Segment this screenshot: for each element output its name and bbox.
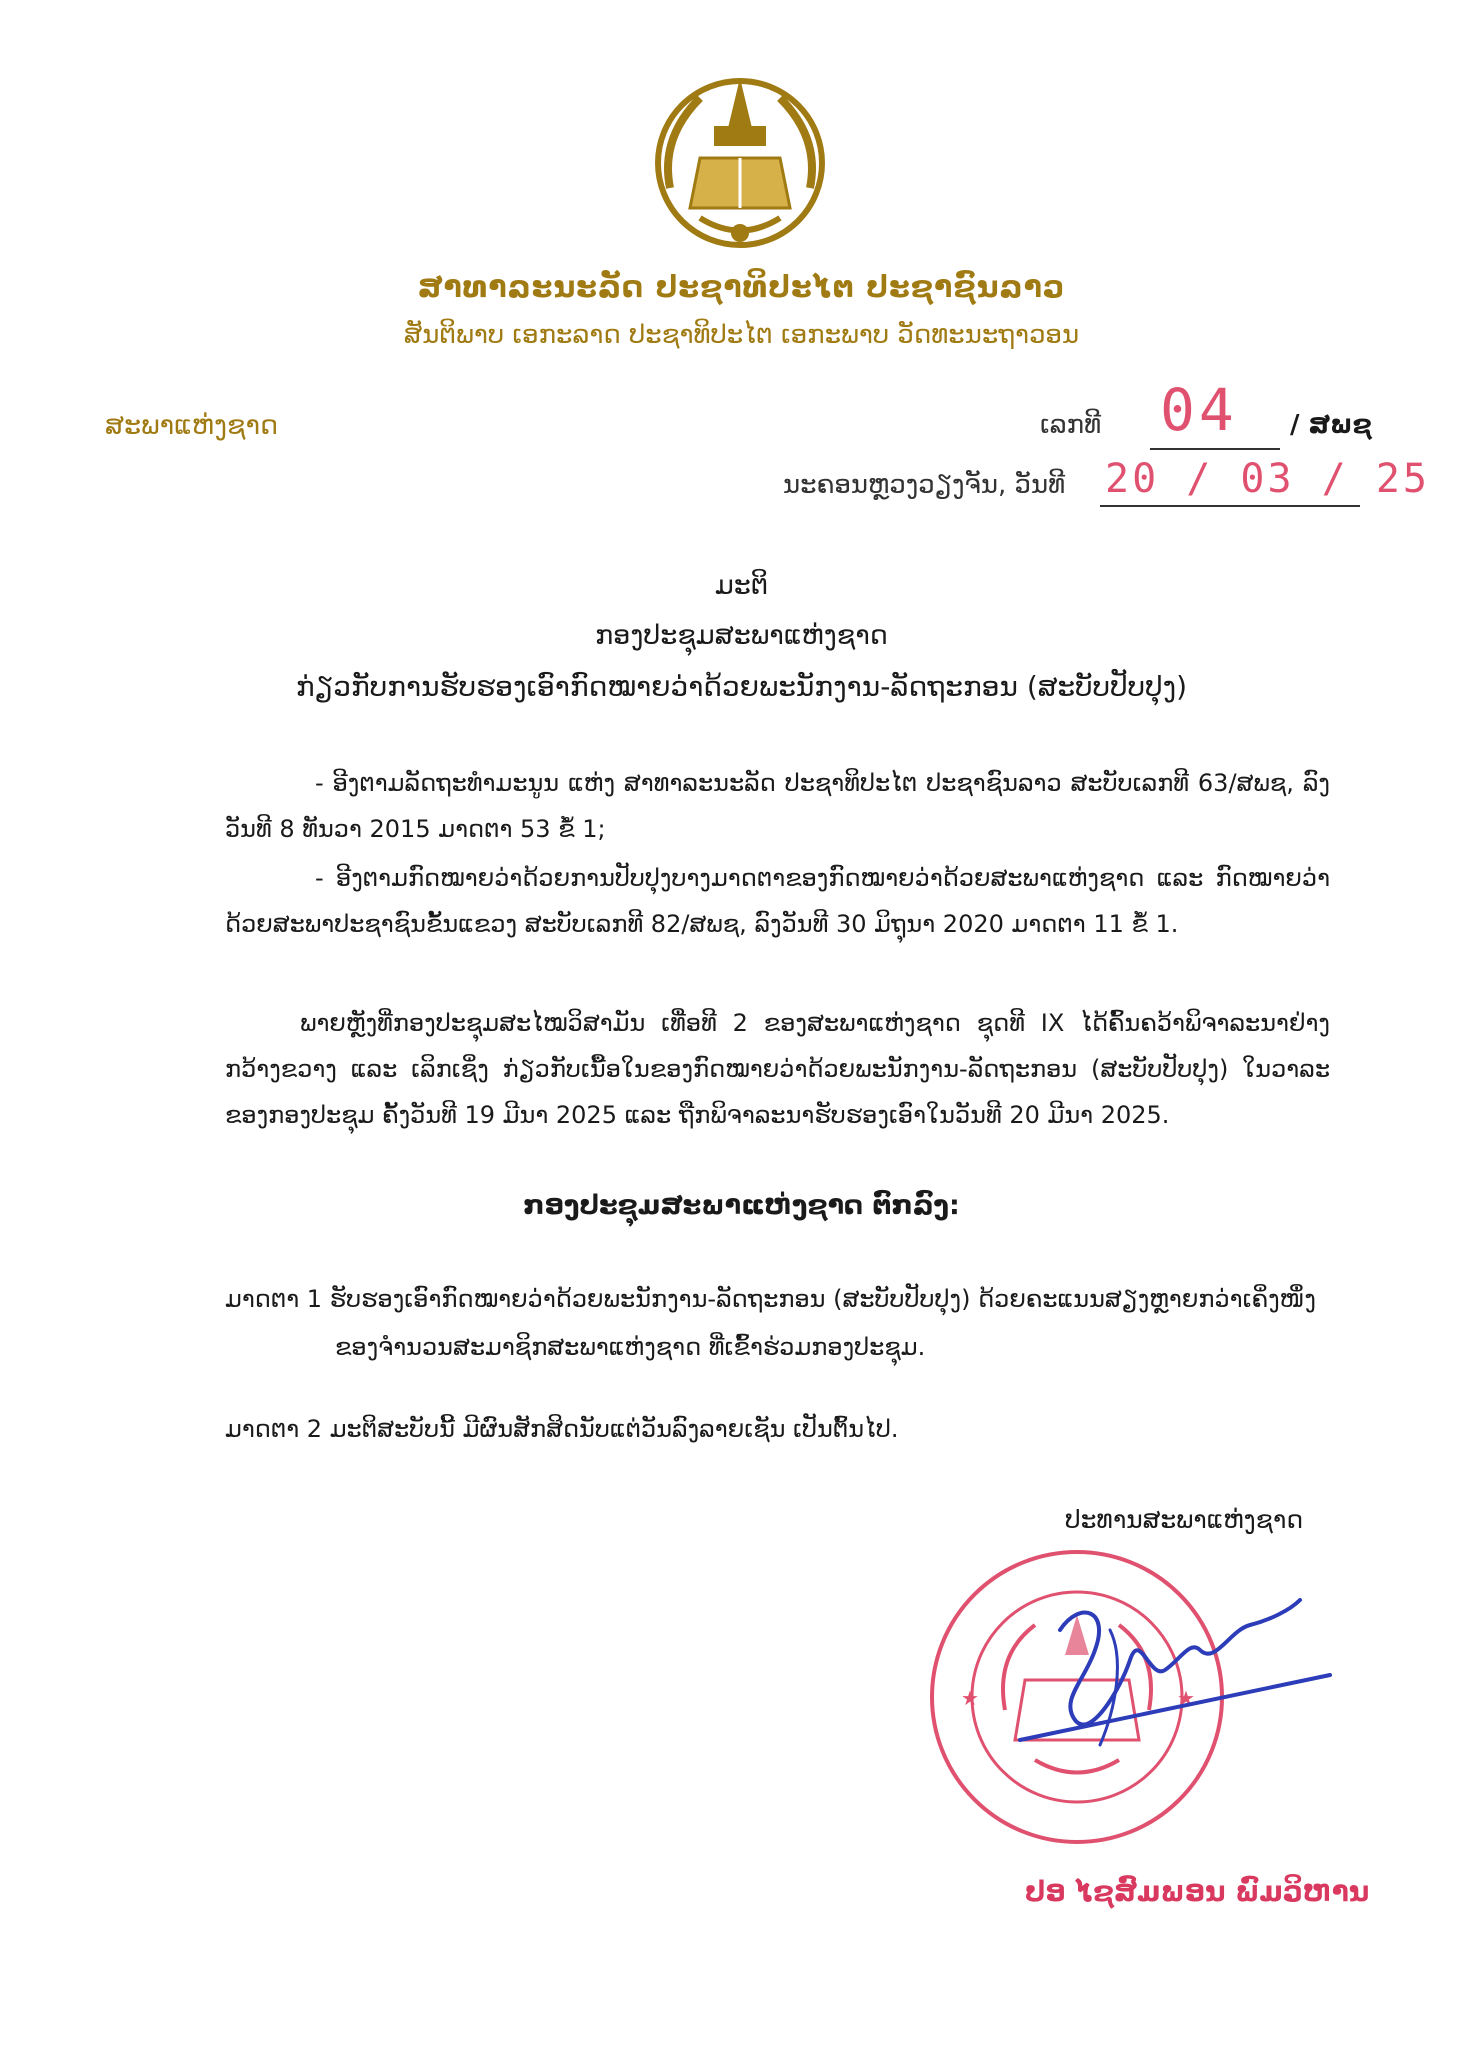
svg-text:★: ★ (1177, 1686, 1195, 1710)
date-underline (1100, 505, 1360, 507)
article-1 (225, 1275, 1345, 1371)
national-emblem (640, 68, 840, 258)
reference-2: - ອີງຕາມກົດໝາຍວ່າດ້ວຍການປັບປຸງບາງມາດຕາຂອງກົດໝາຍວ່າດ້ວຍສະພາແຫ່ງຊາດ ແລະ ກົດໝາຍວ່າດ້ວຍສະພາປະຊາຊົນຂັ້ນແຂວງ ສະບັບເລກທີ 82/ສພຊ, ລົງວັນທີ 30 ມິຖຸນາ 2020 ມາດຕາ 11 ຂໍ້ 1. (225, 864, 1330, 938)
document-number-value: 04 (1160, 376, 1238, 444)
document-subject-title: ກ່ຽວກັບການຮັບຮອງເອົາກົດໝາຍວ່າດ້ວຍພະນັກງານ-ລັດຖະກອນ (ສະບັບປັບປຸງ) (295, 670, 1188, 703)
document-issuer-title: ກອງປະຊຸມສະພາແຫ່ງຊາດ (595, 620, 888, 651)
document-type-title: ມະຕິ (714, 570, 769, 601)
issuing-organization: ສະພາແຫ່ງຊາດ (105, 410, 279, 441)
signatory-title: ປະທານສະພາແຫ່ງຊາດ (1065, 1505, 1304, 1534)
article-2: ມາດຕາ 2 ມະຕິສະບັບນີ້ ມີຜົນສັກສິດນັບແຕ່ວັນລົງລາຍເຊັນ ເປັນຕົ້ນໄປ. (225, 1415, 899, 1443)
signer-name: ປອ ໄຊສົມພອນ ພົມວິຫານ (1025, 1875, 1370, 1908)
svg-text:★: ★ (961, 1686, 979, 1710)
national-motto: ສັນຕິພາບ ເອກະລາດ ປະຊາທິປະໄຕ ເອກະພາບ ວັດທະນະຖາວອນ (403, 320, 1080, 350)
document-number-label: ເລກທີ (1040, 410, 1102, 440)
place-date-label: ນະຄອນຫຼວງວຽງຈັນ, ວັນທີ (783, 470, 1066, 500)
preamble-paragraph: ພາຍຫຼັງທີ່ກອງປະຊຸມສະໄໝວິສາມັນ ເທື່ອທີ 2 ຂອງສະພາແຫ່ງຊາດ ຊຸດທີ IX ໄດ້ຄົ້ນຄວ້າພິຈາລະນາຢ່າງກວ້າງຂວາງ ແລະ ເລິກເຊິ່ງ ກ່ຽວກັບເນື້ອໃນຂອງກົດໝາຍວ່າດ້ວຍພະນັກງານ-ລັດຖະກອນ (ສະບັບປັບປຸງ) ໃນວາລະຂອງກອງປະຊຸມ ຄັ້ງວັນທີ 19 ມີນາ 2025 ແລະ ຖືກພິຈາລະນາຮັບຮອງເອົາໃນວັນທີ 20 ມີນາ 2025. (225, 1009, 1330, 1129)
article-1-line-2: ຂອງຈຳນວນສະມາຊິກສະພາແຫ່ງຊາດ ທີ່ເຂົ້າຮ່ວມກອງປະຊຸມ. (335, 1333, 926, 1361)
signature-scribble (1000, 1570, 1340, 1770)
document-date-value: 20 / 03 / 25 (1105, 456, 1430, 502)
document-number-suffix: / ສພຊ (1290, 410, 1372, 440)
country-name: ສາທາລະນະລັດ ປະຊາທິປະໄຕ ປະຊາຊົນລາວ (417, 270, 1066, 305)
resolution-heading: ກອງປະຊຸມສະພາແຫ່ງຊາດ ຕົກລົງ: (523, 1190, 960, 1221)
number-underline (1150, 448, 1280, 450)
reference-1: - ອີງຕາມລັດຖະທຳມະນູນ ແຫ່ງ ສາທາລະນະລັດ ປະຊາທິປະໄຕ ປະຊາຊົນລາວ ສະບັບເລກທີ 63/ສພຊ, ລົງວັນທີ 8 ທັນວາ 2015 ມາດຕາ 53 ຂໍ້ 1; (225, 769, 1330, 843)
article-1-line-1: ມາດຕາ 1 ຮັບຮອງເອົາກົດໝາຍວ່າດ້ວຍພະນັກງານ-ລັດຖະກອນ (ສະບັບປັບປຸງ) ດ້ວຍຄະແນນສຽງຫຼາຍກວ່າເຄິ່ງໜຶ່ງ (225, 1285, 1316, 1313)
